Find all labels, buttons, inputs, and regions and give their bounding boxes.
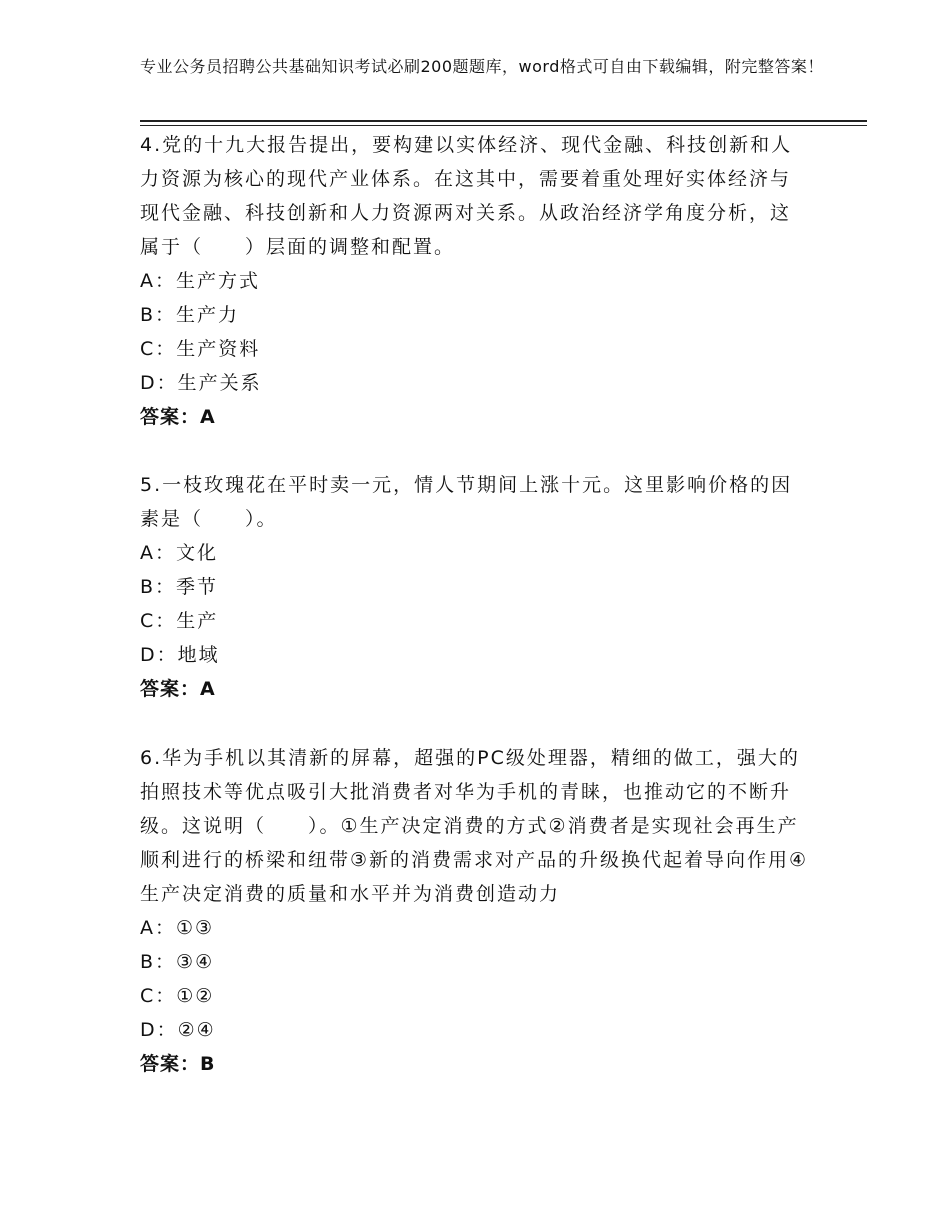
question-4 [140, 128, 810, 434]
answer-line: 答案：A [140, 678, 216, 700]
option-a: A：文化 [140, 542, 218, 564]
question-stem: 4.党的十九大报告提出，要构建以实体经济、现代金融、科技创新和人力资源为核心的现代产业体系。在这其中，需要着重处理好实体经济与现代金融、科技创新和人力资源两对关系。从政治经济学角度分析，这属于（ ）层面的调整和配置。 [140, 134, 793, 258]
option-c: C：生产资料 [140, 338, 261, 360]
question-stem: 6.华为手机以其清新的屏幕，超强的PC级处理器，精细的做工，强大的拍照技术等优点吸引大批消费者对华为手机的青睐，也推动它的不断升级。这说明（ ）。①生产决定消费的方式②消费者是实现社会再生产顺利进行的桥梁和纽带③新的消费需求对产品的升级换代起着导向作用④生产决定消费的质量和水平并为消费创造动力 [140, 747, 809, 905]
header-rule-thick [140, 120, 867, 122]
header-rule-thin [140, 125, 867, 126]
option-c: C：生产 [140, 610, 219, 632]
option-a: A：生产方式 [140, 270, 260, 292]
option-d: D：生产关系 [140, 372, 262, 394]
answer-line: 答案：A [140, 406, 216, 428]
option-d: D：②④ [140, 1019, 216, 1041]
option-b: B：③④ [140, 951, 215, 973]
answer-line: 答案：B [140, 1053, 216, 1075]
question-6 [140, 741, 810, 1081]
option-b: B：季节 [140, 576, 219, 598]
option-d: D：地域 [140, 644, 220, 666]
option-c: C：①② [140, 985, 215, 1007]
question-5 [140, 468, 810, 706]
question-stem: 5.一枝玫瑰花在平时卖一元，情人节期间上涨十元。这里影响价格的因素是（ ）。 [140, 474, 793, 530]
option-a: A：①③ [140, 917, 215, 939]
page-header: 专业公务员招聘公共基础知识考试必刷200题题库，word格式可自由下载编辑，附完整答案！ [140, 57, 824, 76]
option-b: B：生产力 [140, 304, 240, 326]
